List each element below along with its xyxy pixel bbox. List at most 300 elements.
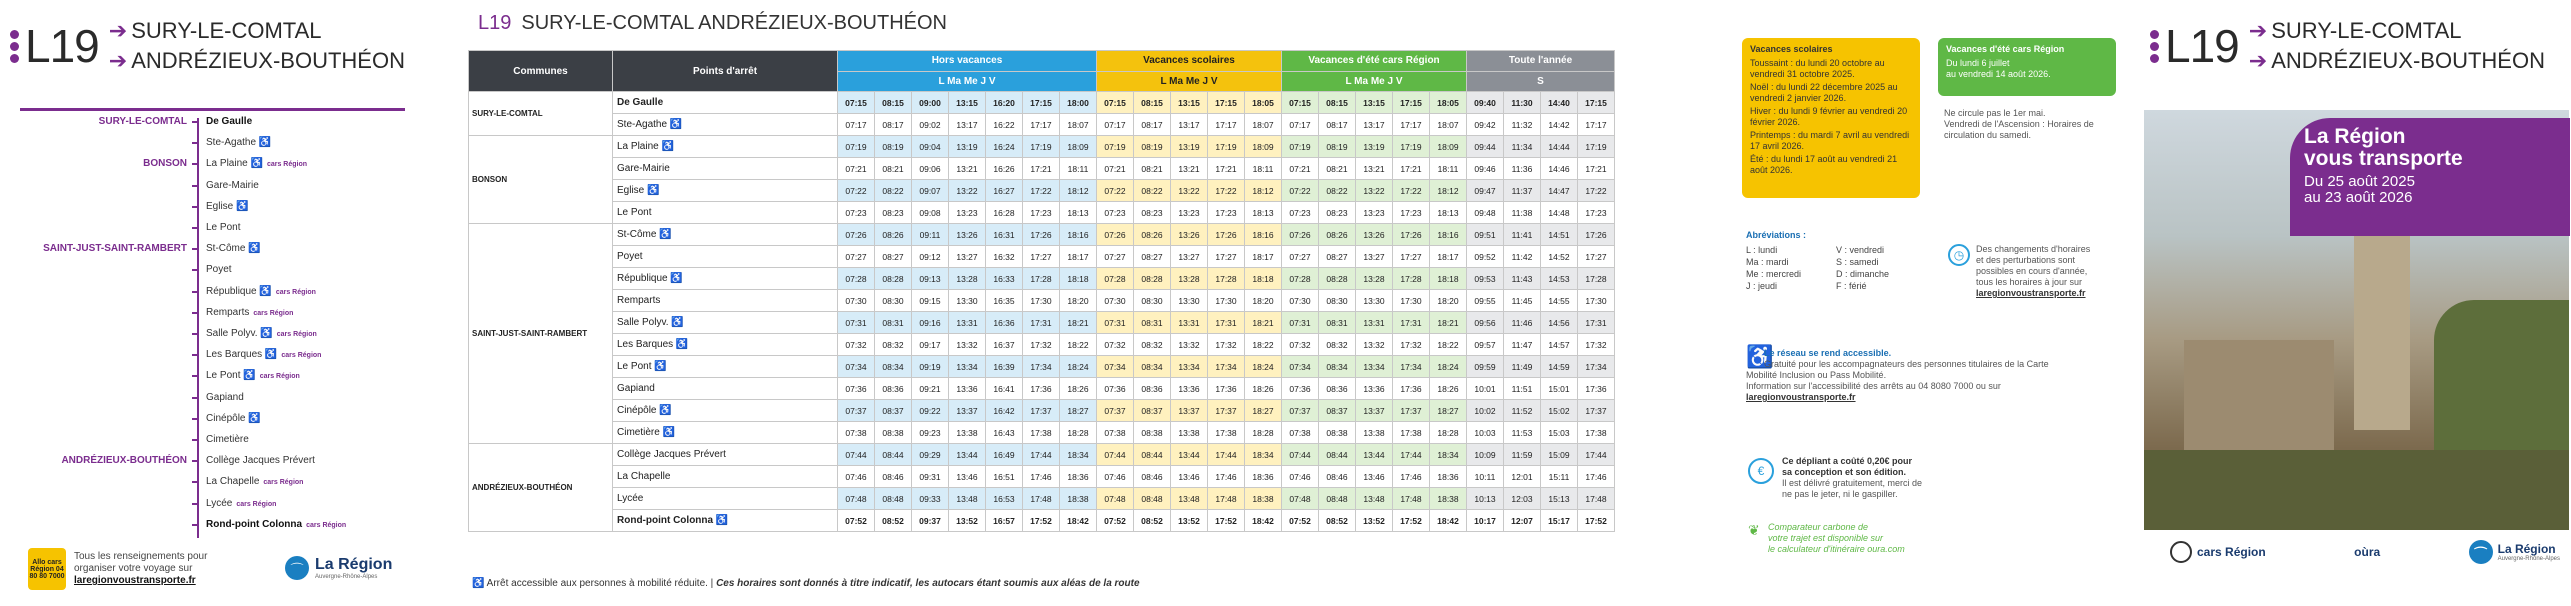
time-cell: 08:21: [1319, 158, 1356, 180]
clock-icon: ◷: [1948, 244, 1970, 266]
time-cell: 07:15: [1282, 92, 1319, 114]
route-stop: [0, 494, 420, 514]
time-cell: 08:32: [1319, 334, 1356, 356]
time-cell: 18:05: [1430, 92, 1467, 114]
time-cell: 18:24: [1060, 356, 1097, 378]
time-cell: 17:27: [1393, 246, 1430, 268]
time-cell: 16:32: [986, 246, 1023, 268]
time-cell: 14:46: [1541, 158, 1578, 180]
time-cell: 18:28: [1245, 422, 1282, 444]
stop-name: Remparts cars Région: [206, 306, 294, 318]
time-cell: 17:26: [1208, 224, 1245, 246]
cover-line-header: [2150, 18, 2545, 74]
time-cell: 17:34: [1578, 356, 1615, 378]
time-cell: 16:41: [986, 378, 1023, 400]
no-service-note: Ne circule pas le 1er mai. Vendredi de l'Ascension : Horaires de circulation du samedi.: [1944, 108, 2094, 140]
time-cell: 18:22: [1430, 334, 1467, 356]
stop-marker: [192, 269, 199, 271]
time-cell: 18:34: [1430, 444, 1467, 466]
time-cell: 07:48: [1097, 488, 1134, 510]
time-cell: 13:15: [1171, 92, 1208, 114]
time-cell: 14:55: [1541, 290, 1578, 312]
time-cell: 09:44: [1467, 136, 1504, 158]
timetable-header: [478, 12, 947, 35]
time-cell: 18:16: [1060, 224, 1097, 246]
time-cell: 08:28: [1319, 268, 1356, 290]
time-cell: 15:11: [1541, 466, 1578, 488]
time-cell: 13:15: [949, 92, 986, 114]
time-cell: 13:31: [1171, 312, 1208, 334]
stop-cell: Le Pont: [613, 202, 838, 224]
time-cell: 17:44: [1208, 444, 1245, 466]
route-panel: [0, 0, 420, 606]
time-cell: 17:27: [1578, 246, 1615, 268]
stop-name: Cinépôle ♿: [206, 412, 261, 424]
time-cell: 13:22: [949, 180, 986, 202]
time-cell: 08:22: [1134, 180, 1171, 202]
time-cell: 17:17: [1208, 114, 1245, 136]
time-cell: 17:48: [1208, 488, 1245, 510]
time-cell: 17:32: [1208, 334, 1245, 356]
time-cell: 17:36: [1578, 378, 1615, 400]
route-stop: [0, 388, 420, 408]
line-number: L19: [25, 20, 99, 72]
time-cell: 17:32: [1023, 334, 1060, 356]
stop-cell: Les Barques ♿: [613, 334, 838, 356]
time-cell: 13:26: [1171, 224, 1208, 246]
time-cell: 18:34: [1060, 444, 1097, 466]
route-stop: [0, 430, 420, 450]
time-cell: 10:09: [1467, 444, 1504, 466]
time-cell: 11:38: [1504, 202, 1541, 224]
time-cell: 14:57: [1541, 334, 1578, 356]
time-cell: 09:04: [912, 136, 949, 158]
route-stop: [0, 345, 420, 365]
time-cell: 07:38: [1282, 422, 1319, 444]
info-footer: [28, 548, 207, 590]
time-cell: 17:32: [1578, 334, 1615, 356]
time-cell: 16:35: [986, 290, 1023, 312]
time-cell: 07:22: [838, 180, 875, 202]
time-cell: 11:42: [1504, 246, 1541, 268]
stop-cell: Poyet: [613, 246, 838, 268]
stop-marker: [192, 312, 199, 314]
stop-cell: Salle Polyv. ♿: [613, 312, 838, 334]
time-cell: 07:22: [1282, 180, 1319, 202]
route-stop: [0, 282, 420, 302]
time-cell: 09:57: [1467, 334, 1504, 356]
timetable-panel: [460, 0, 1680, 606]
time-cell: 07:46: [838, 466, 875, 488]
time-cell: 16:22: [986, 114, 1023, 136]
time-cell: 10:17: [1467, 510, 1504, 532]
route-stop: [0, 197, 420, 217]
cars-region-tag: cars Région: [253, 309, 294, 317]
time-cell: 08:21: [1134, 158, 1171, 180]
holiday-period: Hiver : du lundi 9 février au vendredi 20 février 2026.: [1750, 106, 1908, 127]
time-cell: 07:46: [1097, 466, 1134, 488]
route-stop: [0, 451, 420, 471]
website-link[interactable]: laregionvoustransporte.fr: [74, 575, 196, 586]
time-cell: 13:44: [949, 444, 986, 466]
time-cell: 11:59: [1504, 444, 1541, 466]
abbreviation-item: Ma : mardi: [1746, 257, 1789, 267]
cars-region-tag: cars Région: [306, 521, 347, 529]
time-cell: 13:48: [1171, 488, 1208, 510]
time-cell: 13:32: [1356, 334, 1393, 356]
cars-region-logo: cars Région: [2170, 541, 2266, 563]
leaf-icon: ❦: [1748, 522, 1760, 538]
table-row: [469, 92, 1615, 114]
time-cell: 09:46: [1467, 158, 1504, 180]
time-cell: 09:16: [912, 312, 949, 334]
table-row: [469, 158, 1615, 180]
time-cell: 14:47: [1541, 180, 1578, 202]
time-cell: 13:31: [1356, 312, 1393, 334]
cover-line-number: L19: [2165, 20, 2239, 72]
time-cell: 07:23: [1097, 202, 1134, 224]
time-cell: 13:21: [949, 158, 986, 180]
route-stop: [0, 133, 420, 153]
time-cell: 13:22: [1171, 180, 1208, 202]
time-cell: 17:46: [1578, 466, 1615, 488]
time-cell: 18:07: [1060, 114, 1097, 136]
time-cell: 11:49: [1504, 356, 1541, 378]
time-cell: 18:12: [1430, 180, 1467, 202]
time-cell: 09:13: [912, 268, 949, 290]
time-cell: 08:28: [875, 268, 912, 290]
time-cell: 17:15: [1208, 92, 1245, 114]
route-stop: [0, 218, 420, 238]
stop-name: Eglise ♿: [206, 200, 249, 212]
route-stop: [0, 303, 420, 323]
time-cell: 18:18: [1430, 268, 1467, 290]
route-stop: [0, 409, 420, 429]
time-cell: 16:42: [986, 400, 1023, 422]
time-cell: 08:27: [1319, 246, 1356, 268]
stop-commune: SURY-LE-COMTAL: [98, 116, 187, 127]
time-cell: 18:05: [1245, 92, 1282, 114]
time-cell: 07:32: [838, 334, 875, 356]
abbreviation-item: Me : mercredi: [1746, 269, 1802, 279]
time-cell: 07:17: [1097, 114, 1134, 136]
time-cell: 08:38: [1319, 422, 1356, 444]
time-cell: 13:52: [949, 510, 986, 532]
stop-cell: Gapiand: [613, 378, 838, 400]
time-cell: 09:33: [912, 488, 949, 510]
region-logo-icon: ⌒: [285, 556, 309, 580]
time-cell: 18:28: [1060, 422, 1097, 444]
time-cell: 13:46: [1171, 466, 1208, 488]
time-cell: 14:52: [1541, 246, 1578, 268]
time-cell: 13:28: [1356, 268, 1393, 290]
time-cell: 17:37: [1393, 400, 1430, 422]
table-row: [469, 510, 1615, 532]
time-cell: 17:31: [1393, 312, 1430, 334]
table-row: [469, 488, 1615, 510]
line-dots-icon: [10, 30, 19, 63]
time-cell: 08:37: [1134, 400, 1171, 422]
time-cell: 08:21: [875, 158, 912, 180]
time-cell: 08:52: [1134, 510, 1171, 532]
time-cell: 18:21: [1430, 312, 1467, 334]
cars-region-tag: cars Région: [259, 373, 300, 381]
time-cell: 17:27: [1208, 246, 1245, 268]
stop-marker: [192, 227, 199, 229]
stop-marker: [192, 333, 199, 335]
stop-cell: Collège Jacques Prévert: [613, 444, 838, 466]
time-cell: 07:28: [838, 268, 875, 290]
time-cell: 07:17: [1282, 114, 1319, 136]
time-cell: 08:48: [1319, 488, 1356, 510]
time-cell: 14:48: [1541, 202, 1578, 224]
time-cell: 17:28: [1578, 268, 1615, 290]
timetable: [468, 50, 1615, 532]
time-cell: 17:21: [1393, 158, 1430, 180]
carbon-note: Comparateur carbone de votre trajet est disponible sur le calculateur d'itinéraire oura.com: [1768, 522, 1905, 554]
stop-commune: ANDRÉZIEUX-BOUTHÉON: [61, 455, 187, 467]
time-cell: 07:22: [1097, 180, 1134, 202]
time-cell: 08:30: [875, 290, 912, 312]
time-cell: 13:36: [1356, 378, 1393, 400]
time-cell: 18:24: [1430, 356, 1467, 378]
stop-name: Rond-point Colonna cars Région: [206, 518, 347, 530]
time-cell: 07:30: [1282, 290, 1319, 312]
time-cell: 13:37: [949, 400, 986, 422]
time-cell: 13:44: [1171, 444, 1208, 466]
time-cell: 13:38: [949, 422, 986, 444]
time-cell: 08:48: [1134, 488, 1171, 510]
time-cell: 13:17: [949, 114, 986, 136]
time-cell: 18:12: [1060, 180, 1097, 202]
time-cell: 13:34: [1171, 356, 1208, 378]
time-cell: 13:23: [1356, 202, 1393, 224]
time-cell: 11:43: [1504, 268, 1541, 290]
time-cell: 08:26: [1319, 224, 1356, 246]
time-cell: 09:12: [912, 246, 949, 268]
time-cell: 11:52: [1504, 400, 1541, 422]
cars-region-tag: cars Région: [236, 500, 277, 508]
cars-region-tag: cars Région: [266, 161, 308, 169]
time-cell: 17:30: [1578, 290, 1615, 312]
route-stop: [0, 112, 420, 132]
time-cell: 13:21: [1356, 158, 1393, 180]
time-cell: 09:07: [912, 180, 949, 202]
time-cell: 09:40: [1467, 92, 1504, 114]
time-cell: 09:23: [912, 422, 949, 444]
time-cell: 17:38: [1023, 422, 1060, 444]
region-logo-icon: ⌒: [2469, 540, 2493, 564]
stop-cell: La Plaine ♿: [613, 136, 838, 158]
time-cell: 07:36: [1097, 378, 1134, 400]
time-cell: 08:48: [875, 488, 912, 510]
time-cell: 09:31: [912, 466, 949, 488]
time-cell: 07:19: [1282, 136, 1319, 158]
time-cell: 18:13: [1430, 202, 1467, 224]
time-cell: 12:03: [1504, 488, 1541, 510]
time-cell: 15:17: [1541, 510, 1578, 532]
stop-cell: Ste-Agathe ♿: [613, 114, 838, 136]
time-cell: 17:23: [1208, 202, 1245, 224]
time-cell: 18:17: [1245, 246, 1282, 268]
time-cell: 07:21: [838, 158, 875, 180]
table-row: [469, 114, 1615, 136]
time-cell: 18:36: [1430, 466, 1467, 488]
time-cell: 07:36: [1282, 378, 1319, 400]
time-cell: 17:22: [1023, 180, 1060, 202]
time-cell: 09:47: [1467, 180, 1504, 202]
cost-icon: €: [1748, 458, 1774, 484]
time-cell: 17:23: [1023, 202, 1060, 224]
stop-cell: St-Côme ♿: [613, 224, 838, 246]
time-cell: 13:34: [1356, 356, 1393, 378]
time-cell: 17:48: [1023, 488, 1060, 510]
time-cell: 13:27: [949, 246, 986, 268]
time-cell: 07:27: [838, 246, 875, 268]
route-stop: [0, 515, 420, 535]
time-cell: 07:46: [1282, 466, 1319, 488]
time-cell: 08:34: [1134, 356, 1171, 378]
time-cell: 08:27: [1134, 246, 1171, 268]
time-cell: 18:38: [1430, 488, 1467, 510]
time-cell: 07:48: [1282, 488, 1319, 510]
time-cell: 17:21: [1023, 158, 1060, 180]
time-cell: 07:19: [1097, 136, 1134, 158]
table-row: [469, 224, 1615, 246]
line-header: [10, 18, 405, 74]
time-cell: 08:31: [875, 312, 912, 334]
time-cell: 10:03: [1467, 422, 1504, 444]
time-cell: 08:44: [1134, 444, 1171, 466]
time-cell: 07:34: [1282, 356, 1319, 378]
time-cell: 17:46: [1208, 466, 1245, 488]
time-cell: 18:07: [1430, 114, 1467, 136]
time-cell: 07:32: [1097, 334, 1134, 356]
time-cell: 08:23: [875, 202, 912, 224]
time-cell: 13:48: [949, 488, 986, 510]
table-row: [469, 290, 1615, 312]
time-cell: 18:16: [1430, 224, 1467, 246]
time-cell: 13:22: [1356, 180, 1393, 202]
stop-cell: Le Pont ♿: [613, 356, 838, 378]
time-cell: 07:30: [1097, 290, 1134, 312]
time-cell: 18:38: [1060, 488, 1097, 510]
stop-marker: [192, 121, 199, 123]
stop-cell: Lycée: [613, 488, 838, 510]
time-cell: 18:27: [1245, 400, 1282, 422]
time-cell: 13:23: [1171, 202, 1208, 224]
stop-marker: [192, 524, 199, 526]
time-cell: 17:31: [1578, 312, 1615, 334]
time-cell: 13:52: [1171, 510, 1208, 532]
route-stop: [0, 239, 420, 259]
time-cell: 08:52: [875, 510, 912, 532]
time-cell: 18:21: [1245, 312, 1282, 334]
accessibility-link[interactable]: laregionvoustransporte.fr: [1746, 392, 1856, 402]
arrow-right-icon: ➔: [2248, 18, 2268, 43]
time-cell: 07:44: [1097, 444, 1134, 466]
time-cell: 18:22: [1060, 334, 1097, 356]
time-cell: 08:28: [1134, 268, 1171, 290]
time-cell: 07:52: [838, 510, 875, 532]
time-cell: 09:29: [912, 444, 949, 466]
summer-holidays-title: Vacances d'été cars Région: [1946, 44, 2065, 54]
time-cell: 16:53: [986, 488, 1023, 510]
holiday-period: Printemps : du mardi 7 avril au vendredi 17 avril 2026.: [1750, 130, 1910, 151]
route-bar: [20, 108, 405, 111]
time-cell: 14:42: [1541, 114, 1578, 136]
time-cell: 07:28: [1282, 268, 1319, 290]
time-cell: 09:37: [912, 510, 949, 532]
stop-marker: [192, 460, 199, 462]
stop-cell: Rond-point Colonna ♿: [613, 510, 838, 532]
time-cell: 13:32: [949, 334, 986, 356]
time-cell: 18:18: [1245, 268, 1282, 290]
time-cell: 18:17: [1430, 246, 1467, 268]
changes-link[interactable]: laregionvoustransporte.fr: [1976, 288, 2086, 298]
stop-name: Cimetière: [206, 434, 249, 445]
time-cell: 07:23: [1282, 202, 1319, 224]
time-cell: 11:32: [1504, 114, 1541, 136]
time-cell: 08:19: [875, 136, 912, 158]
stop-marker: [192, 163, 199, 165]
time-cell: 17:22: [1578, 180, 1615, 202]
time-cell: 07:30: [838, 290, 875, 312]
arrow-right-icon: ➔: [108, 48, 128, 73]
time-cell: 13:27: [1171, 246, 1208, 268]
time-cell: 18:38: [1245, 488, 1282, 510]
region-logo: ⌒ La Région Auvergne-Rhône-Alpes: [285, 556, 392, 580]
time-cell: 17:32: [1393, 334, 1430, 356]
time-cell: 08:19: [1134, 136, 1171, 158]
time-cell: 13:46: [949, 466, 986, 488]
time-cell: 08:34: [875, 356, 912, 378]
time-cell: 13:46: [1356, 466, 1393, 488]
time-cell: 07:27: [1097, 246, 1134, 268]
stop-name: Salle Polyv. ♿ cars Région: [206, 328, 317, 339]
time-cell: 16:27: [986, 180, 1023, 202]
time-cell: 08:15: [1134, 92, 1171, 114]
time-cell: 18:18: [1060, 268, 1097, 290]
stop-cell: République ♿: [613, 268, 838, 290]
abbreviation-item: D : dimanche: [1836, 269, 1890, 279]
route-stop: [0, 472, 420, 492]
time-cell: 07:34: [838, 356, 875, 378]
school-holidays-title: Vacances scolaires: [1750, 44, 1833, 54]
time-cell: 17:17: [1023, 114, 1060, 136]
time-cell: 09:19: [912, 356, 949, 378]
time-cell: 18:20: [1430, 290, 1467, 312]
time-cell: 17:22: [1393, 180, 1430, 202]
time-cell: 17:46: [1023, 466, 1060, 488]
time-cell: 09:48: [1467, 202, 1504, 224]
time-cell: 18:07: [1245, 114, 1282, 136]
time-cell: 17:15: [1578, 92, 1615, 114]
stop-cell: Gare-Mairie: [613, 158, 838, 180]
time-cell: 12:07: [1504, 510, 1541, 532]
time-cell: 07:52: [1097, 510, 1134, 532]
time-cell: 09:02: [912, 114, 949, 136]
time-cell: 17:34: [1393, 356, 1430, 378]
time-cell: 14:56: [1541, 312, 1578, 334]
time-cell: 18:20: [1245, 290, 1282, 312]
time-cell: 13:19: [1171, 136, 1208, 158]
time-cell: 18:28: [1430, 422, 1467, 444]
stop-name: République ♿ cars Région: [206, 285, 316, 297]
time-cell: 07:28: [1097, 268, 1134, 290]
time-cell: 07:52: [1282, 510, 1319, 532]
time-cell: 13:27: [1356, 246, 1393, 268]
